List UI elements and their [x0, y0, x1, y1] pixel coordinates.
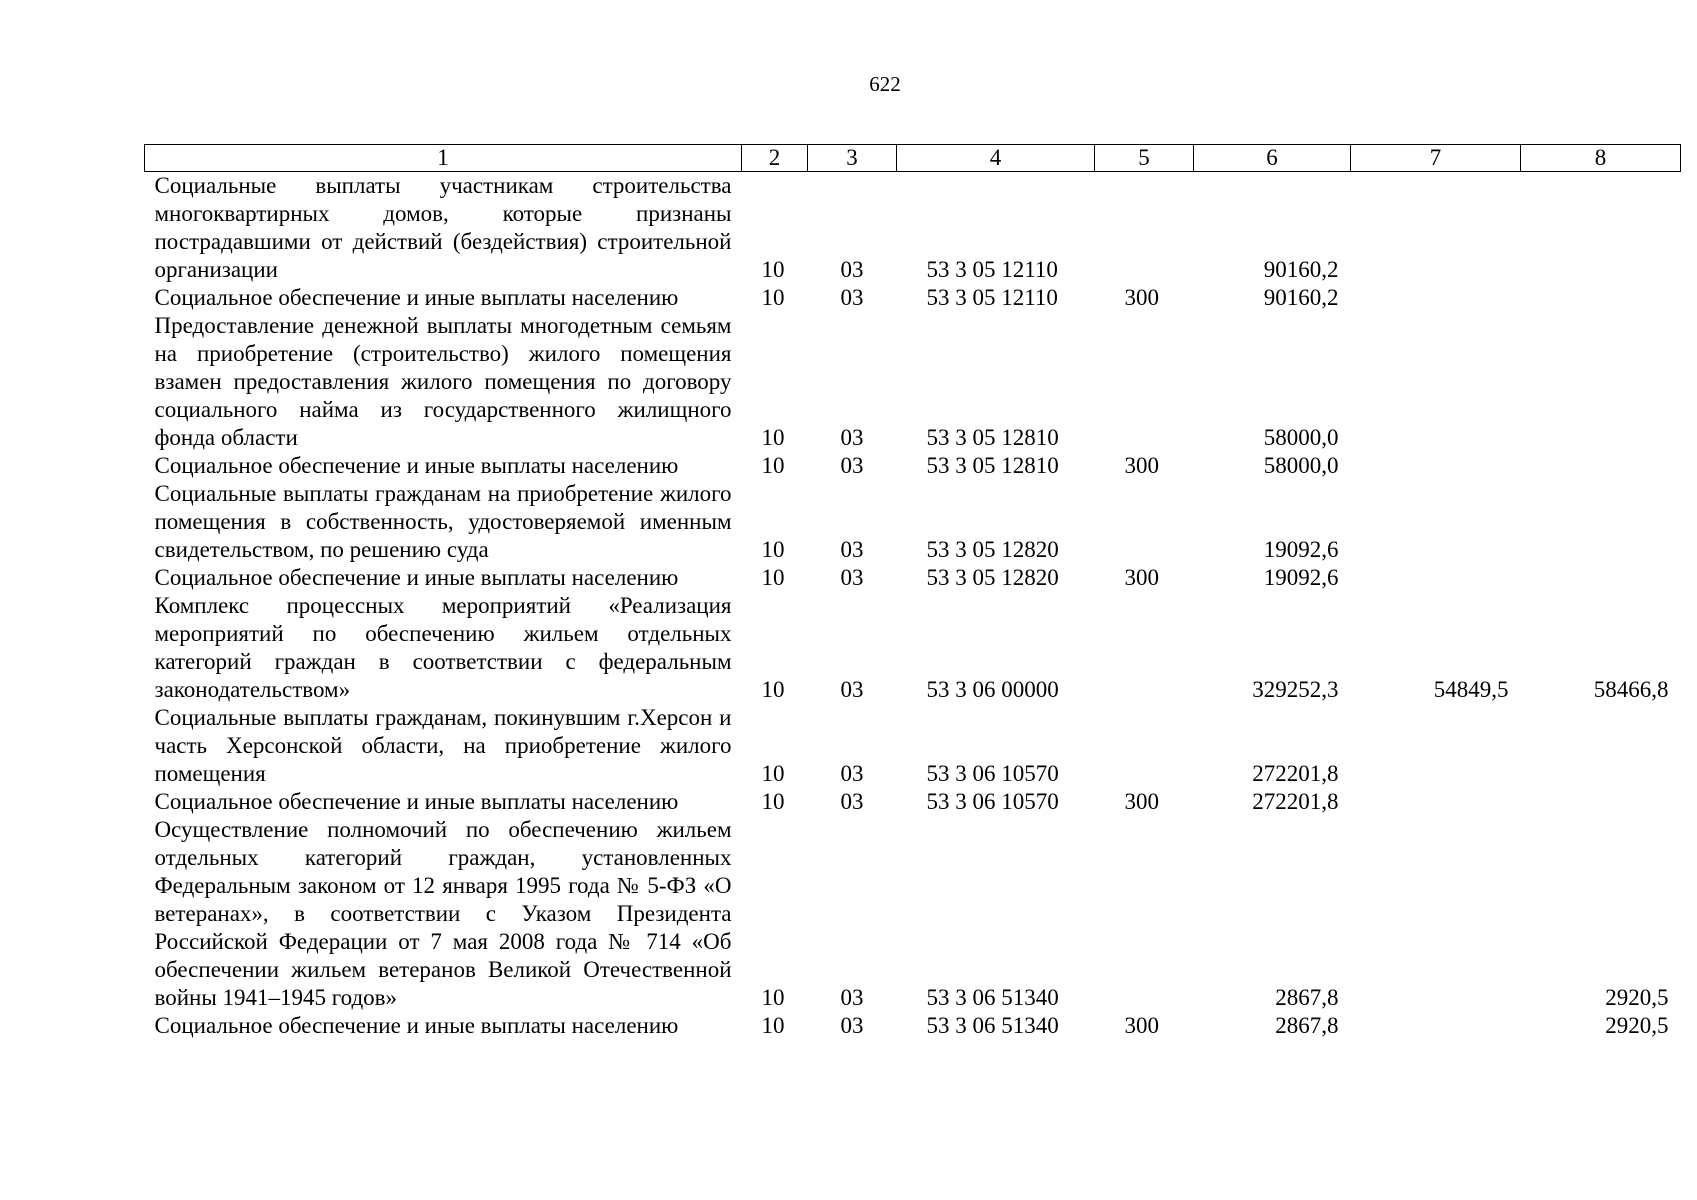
header-col-2: 2 [742, 145, 808, 172]
row-subsection: 03 [840, 1013, 864, 1038]
row-section: 10 [761, 789, 785, 814]
row-amount-col6: 329252,3 [1252, 677, 1339, 702]
row-amount-col6: 19092,6 [1263, 537, 1339, 562]
row-target-code: 53 3 05 12110 [926, 257, 1058, 282]
row-subsection: 03 [840, 677, 864, 702]
row-expense-type [1095, 480, 1194, 564]
row-expense-type [1095, 172, 1194, 285]
row-section: 10 [761, 257, 785, 282]
table-row [145, 816, 1681, 1012]
row-amount-col8 [1521, 704, 1681, 788]
row-amount-col7 [1351, 564, 1521, 592]
row-amount-col6: 58000,0 [1263, 453, 1339, 478]
row-amount-col8 [1521, 312, 1681, 452]
row-amount-col6: 90160,2 [1263, 257, 1339, 282]
header-col-6: 6 [1194, 145, 1351, 172]
row-expense-type: 300 [1124, 789, 1159, 814]
row-subsection: 03 [840, 789, 864, 814]
row-section: 10 [761, 425, 785, 450]
table-row [145, 452, 1681, 480]
row-name: Социальное обеспечение и иные выплаты населению [154, 453, 679, 478]
table-header [145, 145, 1681, 172]
row-name: Социальные выплаты участникам строительства многоквартирных домов, которые признаны пострадавшими от действий (бездействия) строительной организации [154, 173, 732, 282]
row-amount-col7 [1351, 284, 1521, 312]
row-section: 10 [761, 453, 785, 478]
row-amount-col6: 2867,8 [1275, 1013, 1339, 1038]
row-target-code: 53 3 05 12820 [926, 565, 1059, 590]
row-subsection: 03 [840, 257, 864, 282]
row-target-code: 53 3 05 12110 [926, 285, 1058, 310]
row-amount-col6: 272201,8 [1252, 761, 1339, 786]
row-target-code: 53 3 06 51340 [926, 985, 1059, 1010]
row-subsection: 03 [840, 285, 864, 310]
row-expense-type [1095, 704, 1194, 788]
row-amount-col6: 90160,2 [1263, 285, 1339, 310]
row-section: 10 [761, 537, 785, 562]
row-amount-col8: 2920,5 [1605, 985, 1669, 1010]
row-name: Социальные выплаты гражданам на приобретение жилого помещения в собственность, удостоверяемой именным свидетельством, по решению суда [154, 481, 732, 562]
row-target-code: 53 3 05 12820 [926, 537, 1059, 562]
header-col-8: 8 [1521, 145, 1681, 172]
row-name: Социальное обеспечение и иные выплаты населению [154, 565, 679, 590]
row-expense-type: 300 [1124, 1013, 1159, 1038]
table-row [145, 284, 1681, 312]
row-target-code: 53 3 06 10570 [926, 789, 1059, 814]
header-row [145, 145, 1681, 172]
row-name: Социальное обеспечение и иные выплаты населению [154, 1013, 679, 1038]
row-amount-col6: 19092,6 [1263, 565, 1339, 590]
row-target-code: 53 3 05 12810 [926, 425, 1059, 450]
table-row [145, 480, 1681, 564]
table-row [145, 564, 1681, 592]
row-expense-type [1095, 592, 1194, 704]
row-section: 10 [761, 761, 785, 786]
row-subsection: 03 [840, 565, 864, 590]
row-amount-col7 [1351, 172, 1521, 285]
row-amount-col7 [1351, 816, 1521, 1012]
row-subsection: 03 [840, 453, 864, 478]
row-amount-col6: 272201,8 [1252, 789, 1339, 814]
row-name: Предоставление денежной выплаты многодетным семьям на приобретение (строительство) жилого помещения взамен предоставления жилого помещения по договору социального найма из государственного жилищного фонда области [154, 313, 732, 450]
row-section: 10 [761, 565, 785, 590]
row-target-code: 53 3 05 12810 [926, 453, 1059, 478]
row-subsection: 03 [840, 761, 864, 786]
row-name: Осуществление полномочий по обеспечению жильем отдельных категорий граждан, установленных Федеральным законом от 12 января 1995 года № 5-ФЗ «О ветеранах», в соответствии с Указом Президента Российской Федерации от 7 мая 2008 года № 714 «Об обеспечении жильем ветеранов Великой Отечественной войны 1941–1945 годов» [154, 817, 732, 1010]
row-expense-type: 300 [1124, 453, 1159, 478]
row-amount-col7 [1351, 480, 1521, 564]
header-col-5: 5 [1095, 145, 1194, 172]
row-name: Социальные выплаты гражданам, покинувшим г.Херсон и часть Херсонской области, на приобретение жилого помещения [154, 705, 732, 786]
table-row [145, 172, 1681, 285]
row-amount-col8 [1521, 564, 1681, 592]
table-row [145, 312, 1681, 452]
row-amount-col8: 58466,8 [1593, 677, 1669, 702]
row-amount-col8 [1521, 452, 1681, 480]
row-subsection: 03 [840, 425, 864, 450]
row-amount-col6: 2867,8 [1275, 985, 1339, 1010]
row-amount-col8 [1521, 480, 1681, 564]
row-amount-col8 [1521, 788, 1681, 816]
table-row [145, 788, 1681, 816]
row-name: Социальное обеспечение и иные выплаты населению [154, 285, 679, 310]
row-amount-col7 [1351, 1012, 1521, 1040]
row-section: 10 [761, 285, 785, 310]
header-col-1: 1 [145, 145, 742, 172]
row-subsection: 03 [840, 537, 864, 562]
row-amount-col7: 54849,5 [1433, 677, 1509, 702]
row-name: Комплекс процессных мероприятий «Реализация мероприятий по обеспечению жильем отдельных категорий граждан в соответствии с федеральным законодательством» [154, 593, 732, 702]
row-amount-col7 [1351, 452, 1521, 480]
row-target-code: 53 3 06 10570 [926, 761, 1059, 786]
row-amount-col8 [1521, 284, 1681, 312]
budget-table [144, 144, 1681, 1040]
row-name: Социальное обеспечение и иные выплаты населению [154, 789, 679, 814]
table-row [145, 704, 1681, 788]
row-amount-col7 [1351, 312, 1521, 452]
row-section: 10 [761, 677, 785, 702]
row-expense-type [1095, 816, 1194, 1012]
header-col-7: 7 [1351, 145, 1521, 172]
row-amount-col6: 58000,0 [1263, 425, 1339, 450]
table-row [145, 592, 1681, 704]
row-expense-type: 300 [1124, 565, 1159, 590]
row-section: 10 [761, 985, 785, 1010]
row-amount-col7 [1351, 788, 1521, 816]
row-target-code: 53 3 06 51340 [926, 1013, 1059, 1038]
page-number: 622 [869, 72, 901, 96]
table-body [145, 172, 1681, 1041]
row-subsection: 03 [840, 985, 864, 1010]
row-section: 10 [761, 1013, 785, 1038]
header-col-4: 4 [897, 145, 1095, 172]
table-row [145, 1012, 1681, 1040]
row-amount-col8 [1521, 172, 1681, 285]
row-expense-type: 300 [1124, 285, 1159, 310]
row-amount-col7 [1351, 704, 1521, 788]
row-target-code: 53 3 06 00000 [926, 677, 1059, 702]
row-expense-type [1095, 312, 1194, 452]
row-amount-col8: 2920,5 [1605, 1013, 1669, 1038]
header-col-3: 3 [808, 145, 897, 172]
